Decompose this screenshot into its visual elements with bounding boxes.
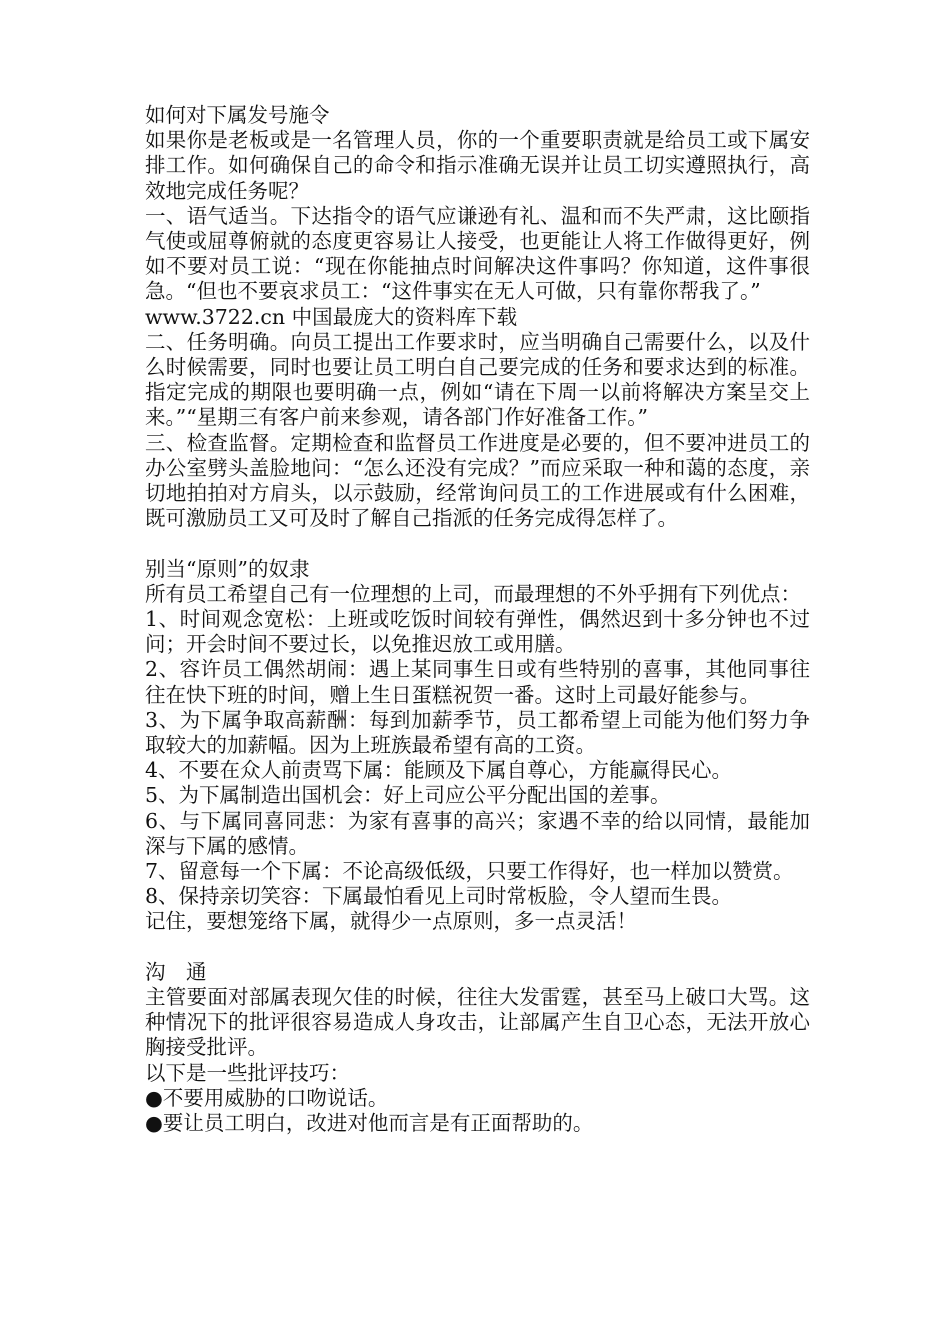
blank-line [145,531,810,556]
list-item: 4、不要在众人前责骂下属：能顾及下属自尊心，方能赢得民心。 [145,758,733,783]
document-page [145,103,810,1136]
paragraph: 一、语气适当。下达指令的语气应谦逊有礼、温和而不失严肃，这比颐指气使或屈尊俯就的态度更容易让人接受，也更能让人将工作做得更好，例如不要对员工说：“现在你能抽点时间解决这件事吗？你知道，这件事很急。“但也不要哀求员工：“这件事实在无人可做，只有靠你帮我了。” [145,203,810,304]
paragraph: 三、检查监督。定期检查和监督员工作进度是必要的，但不要冲进员工的办公室劈头盖脸地问：“怎么还没有完成？”而应采取一种和蔼的态度，亲切地拍拍对方肩头，以示鼓励，经常询问员工的工作进展或有什么困难，既可激励员工又可及时了解自己指派的任务完成得怎样了。 [145,430,810,531]
list-item: 6、与下属同喜同悲：为家有喜事的高兴；家遇不幸的给以同情，最能加深与下属的感情。 [145,808,810,858]
section-title: 别当“原则”的奴隶 [145,556,310,581]
paragraph: 二、任务明确。向员工提出工作要求时，应当明确自己需要什么，以及什么时候需要，同时也要让员工明白自己要完成的任务和要求达到的标准。指定完成的期限也要明确一点，例如“请在下周一以前将解决方案呈交上来。”“星期三有客户前来参观，请各部门作好准备工作。” [145,329,810,430]
paragraph: 主管要面对部属表现欠佳的时候，往往大发雷霆，甚至马上破口大骂。这种情况下的批评很容易造成人身攻击，让部属产生自卫心态，无法开放心胸接受批评。 [145,985,810,1060]
section-title: 沟 通 [145,959,207,984]
list-item: 5、为下属制造出国机会：好上司应公平分配出国的差事。 [145,783,671,808]
list-item: 1、时间观念宽松：上班或吃饭时间较有弹性，偶然迟到十多分钟也不过问；开会时间不要过长，以免推迟放工或用膳。 [145,607,810,657]
section-title: 如何对下属发号施令 [145,103,330,127]
list-item: 8、保持亲切笑容：下属最怕看见上司时常板脸，令人望而生畏。 [145,884,733,909]
paragraph: 记住，要想笼络下属，就得少一点原则，多一点灵活！ [145,909,637,934]
blank-line [145,935,810,960]
bullet-item: ●不要用威胁的口吻说话。 [145,1085,389,1110]
list-item: 7、留意每一个下属：不论高级低级，只要工作得好，也一样加以赞赏。 [145,859,794,884]
watermark-link-text: www.3722.cn 中国最庞大的资料库下载 [145,304,518,329]
list-item: 2、容许员工偶然胡闹：遇上某同事生日或有些特别的喜事，其他同事往往在快下班的时间，赠上生日蛋糕祝贺一番。这时上司最好能参与。 [145,657,810,707]
paragraph: 以下是一些批评技巧： [145,1060,350,1085]
list-item: 3、为下属争取高薪酬：每到加薪季节，员工都希望上司能为他们努力争取较大的加薪幅。因为上班族最希望有高的工资。 [145,707,810,758]
paragraph: 所有员工希望自己有一位理想的上司，而最理想的不外乎拥有下列优点： [145,581,801,606]
paragraph: 如果你是老板或是一名管理人员，你的一个重要职责就是给员工或下属安排工作。如何确保自己的命令和指示准确无误并让员工切实遵照执行，高效地完成任务呢？ [145,128,810,203]
bullet-item: ●要让员工明白，改进对他而言是有正面帮助的。 [145,1111,594,1136]
